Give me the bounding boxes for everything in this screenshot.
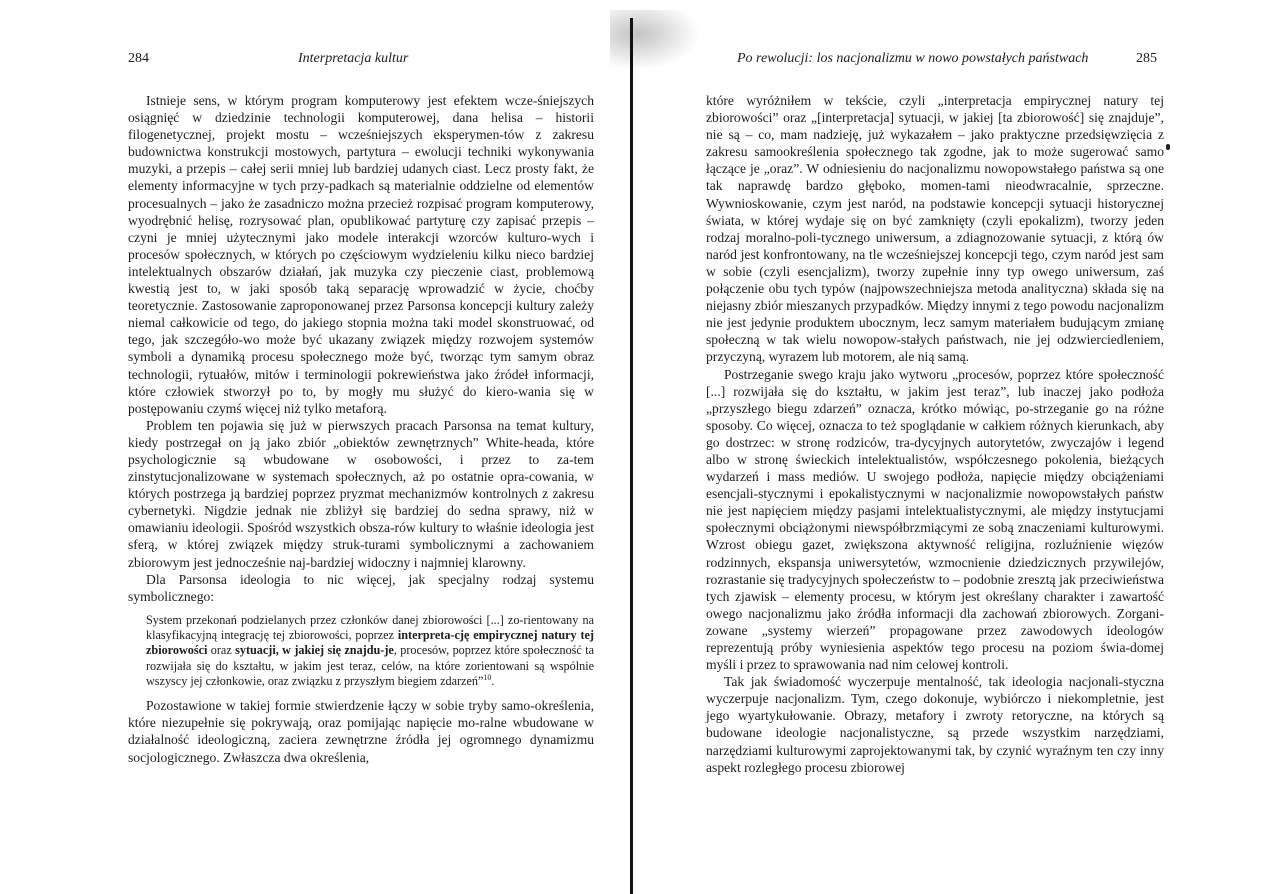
left-page — [0, 0, 625, 894]
running-head-right: Po rewolucji: los nacjonalizmu w nowo powstałych państwach — [737, 51, 1089, 66]
right-body-text — [706, 92, 1164, 776]
quote-text: . — [491, 674, 495, 688]
paragraph: Dla Parsonsa ideologia to nic więcej, jak specjalny rodzaj systemu symbolicznego: — [128, 571, 594, 604]
paragraph: Pozostawione w takiej formie stwierdzenie łączy w sobie tryby samo-określenia, które niezupełnie się pokrywają, oraz pomijając napięcie mo-ralne wbudowane w działalność ideologiczną, zaciera zewnętrzne źródła jej ogromnego dynamizmu socjologicznego. Zwłaszcza dwa określenia, — [128, 698, 594, 765]
paragraph: Problem ten pojawia się już w pierwszych pracach Parsonsa na temat kultury, kiedy postrzegał on ją jako zbiór „obiektów zewnętrznych” White-heada, które psychologicznie są wbudowane w osobowości, i przez to za-tem zinstytucjonalizowane w systemach społecznych, aż po ostatnie opra-cowania, w których postrzega ją bardziej poprzez pryzmat mechanizmów kontrolnych z zakresu cybernetyki. Nigdzie jednak nie zbliżył się bardziej do sedna sprawy, niż w omawianiu ideologii. Spośród wszystkich obsza-rów kultury to właśnie ideologia jest sferą, w której związek między struk-turami symbolicznymi a zachowaniem zbiorowym jest jednocześnie naj-bardziej widoczny i najmniej klarowny. — [128, 417, 594, 570]
paragraph: Istnieje sens, w którym program komputerowy jest efektem wcze-śniejszych osiągnięć w dziedzinie technologii komputerowej, dana helisa – historii filogenetycznej, projekt mostu – wcześniejszych eksperymen-tów z zakresu budownictwa konstrukcji mostowych, partytura – ewolucji techniki wykonywania muzyki, a przepis – całej serii mniej lub bardziej udanych ciast. Lecz prosty fakt, że elementy informacyjne w tych przy-padkach są materialnie oddzielne od elementów procesualnych – jako że zasadniczo można przecież rozpisać program komputerowy, wyodrębnić helisę, rozrysować plan, opublikować partyturę czy zapisać przepis – czyni je mniej użytecznymi jako modele interakcji wzorców kulturo-wych i procesów społecznych, w których po częściowym wydzieleniu kilku nieco bardziej intelektualnych obszarów działań, jak muzyka czy pieczenie ciast, problemową kwestią jest to, w jaki sposób taką separację wprowadzić w życie, choćby teoretycznie. Zastosowanie zaproponowanej przez Parsonsa koncepcji kultury zależy niemal całkowicie od tego, do jakiego stopnia można taki model skonstruować, od tego, jak szczegóło-wo może być ukazany związek między rozwojem systemów symboli a dynamiką procesu społecznego może być, tworząc tym samym obraz technologii, rytuałów, mitów i terminologii pokrewieństwa jako źródeł informacji, które człowiek stworzył po to, by mogły mu służyć do kiero-wania się w postępowaniu czymś więcej niż tylko metaforą. — [128, 93, 594, 416]
page-number-right: 285 — [1136, 51, 1157, 66]
quote-text: System przekonań podzielanych przez członków danej zbiorowości [...] zo-rientowany na klasyfikacyjną integrację tej zbiorowości, poprzez — [146, 612, 594, 643]
left-body-text — [128, 92, 594, 766]
block-quote — [146, 613, 594, 689]
running-head-left: Interpretacja kultur — [298, 51, 409, 66]
paragraph: które wyróżniłem w tekście, czyli „interpretacja empirycznej natury tej zbiorowości” oraz „[interpretacja] sytuacji, w jakiej [ta zbiorowość] się znajduje”, nie są – co, mam nadzieję, już wykazałem – jako praktyczne przedsięwzięcia z zakresu samookreślenia społecznego tak zgodne, jak to może sugerować samo łączące je „oraz”. W odniesieniu do nacjonalizmu nowopowstałego państwa są one tak naprawdę bardzo głęboko, momen-tami nieodwracalnie, sprzeczne. Wywnioskowanie, czym jest naród, na podstawie koncepcji sytuacji historycznej świata, w której wydaje się on być zamknięty (czyli epokalizm), tworzy jeden rodzaj moralno-poli-tycznego uniwersum, a zdiagnozowanie sytuacji, z którą ów naród jest konfrontowany, na tle wcześniejszej koncepcji tego, czym naród jest sam w sobie (czyli esencjalizm), tworzy zupełnie inny typ owego uniwersum, zaś połączenie obu tych typów (najpowszechniejsza metoda analityczna) składa się na niejasny zbiór mieszanych przypadków. Między innymi z tego powodu nacjonalizm nie jest jedynie produktem ubocznym, lecz samym materiałem budującym zmianę społeczną w tak wielu nowopow-stałych państwach, nie jej odzwierciedleniem, przyczyną, wyrazem lub motorem, ale nią samą. — [706, 93, 1164, 365]
book-spine-gutter — [630, 18, 633, 894]
quote-emphasis: interpreta-cję empirycznej natury tej zbiorowości — [146, 628, 594, 658]
quote-text: , procesów, poprzez które społeczność ta rozwijała się do kształtu, w jakim jest teraz, celów, na które zorientowani są wspólnie wszyscy jej członkowie, oraz związku z przyszłym biegiem zdarzeń” — [146, 643, 594, 688]
quote-emphasis: sytuacji, w jakiej się znajdu-je — [235, 643, 394, 658]
footnote-marker: 10 — [483, 672, 492, 682]
paragraph: Postrzeganie swego kraju jako wytworu „procesów, poprzez które społeczność [...] rozwijała się do kształtu, w jakim jest teraz”, lub inaczej jako podłoża „przyszłego biegu zdarzeń” oznacza, krótko mówiąc, po-strzeganie go na różne sposoby. Co więcej, oznacza to też spoglądanie w całkiem różnych kierunkach, aby go dostrzec: w stronę rodziców, tra-dycyjnych autorytetów, zwyczajów i legend albo w stronę świeckich intelektualistów, współczesnego pokolenia, bieżących wydarzeń i mass mediów. U swojego podłoża, napięcie między obciążeniami esencjali-stycznymi i epokalistycznymi w nacjonalizmie nowopowstałych państw nie jest napięciem między pasjami intelektualistycznymi, ale między instytucjami społecznymi obciążonymi niewspółbrzmiącymi ze sobą znaczeniami kulturowymi. Wzrost obiegu gazet, zwiększona aktywność religijna, rozluźnienie więzów rodzinnych, ekspansja uniwersytetów, wzmocnienie dziedzicznych przywilejów, rozrastanie się tradycyjnych społeczeństw to – podobnie zresztą jak przeciwieństwa tych zjawisk – elementy procesu, w którym jest określany charakter i zawartość owego nacjonalizmu jako źródła informacji dla zachowań zbiorowych. Zorgani-zowane „systemy wierzeń” propagowane przez zawodowych ideologów reprezentują próby wyniesienia aspektów tego procesu na poziom świa-domej myśli i przez to sprawowania nad nim celowej kontroli. — [706, 366, 1164, 673]
quote-text: oraz — [207, 643, 236, 658]
ink-mark — [1166, 144, 1170, 150]
paragraph: Tak jak świadomość wyczerpuje mentalność, tak ideologia nacjonali-styczna wyczerpuje nacjonalizm. Tym, czego dokonuje, wybiórczo i niekompletnie, jest jego wyartykułowanie. Obrazy, metafory i zwroty retoryczne, na których są budowane ideologie nacjonalistyczne, są przede wszystkim narzędziami, narzędziami kulturowymi zaprojektowanymi tak, by czynić wyraźnym ten czy inny aspekt rozległego procesu zbiorowej — [706, 674, 1164, 775]
page-number-left: 284 — [128, 51, 149, 66]
